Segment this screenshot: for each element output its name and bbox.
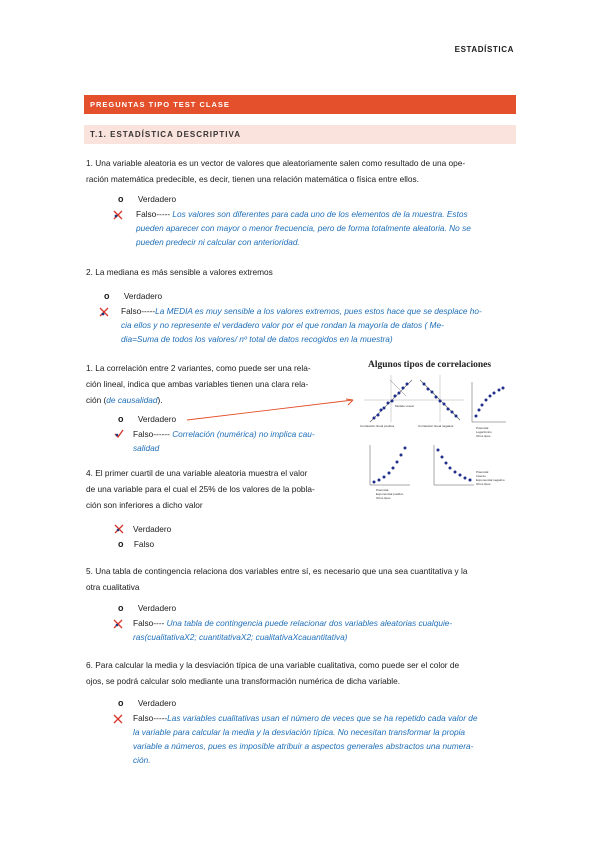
correlation-types-figure [350,360,510,502]
question-text: 6. Para calcular la media y la desviación típica de una variable cualitativa, como puede ser el color de [86,660,460,670]
figure-title: Algunos tipos de correlaciones [368,360,492,370]
bullet-icon: o [118,539,124,549]
cross-mark-icon [113,619,123,629]
legend-b: Potencial Exponencial positivo Otros tipos [376,488,404,500]
question-text: ción ( [86,395,107,405]
legend-c: Potencial Inverso Exponencial negativo Otros tipos [476,470,505,486]
label-positive: Correlación lineal positiva [360,424,395,428]
answer-5 [133,616,513,644]
cross-mark-icon [114,524,124,534]
option-true [118,696,176,710]
option-true [118,601,176,615]
question-text: 1. La correlación entre 2 variantes, como puede ser una rela- [86,363,311,373]
option-true [118,192,176,206]
question-text: 5. Una tabla de contingencia relaciona dos variables entre sí, es necesario que una sea cuantitativa y la [86,566,468,576]
question-1 [86,155,465,187]
answer-text: Correlación (numérica) no implica cau- [172,429,315,439]
bullet-icon: o [118,414,124,424]
bullet-icon: o [118,603,124,613]
cross-mark-icon [99,307,109,317]
answer-text: salidad [133,443,160,453]
question-text: ción lineal, indica que ambas variables tienen una clara rela- [86,379,309,389]
option-label: Falso---- [133,618,165,628]
page-header-title: ESTADÍSTICA [454,45,514,54]
arrow-annotation [185,395,360,425]
question-text: 1. Una variable aleatoria es un vector de valores que aleatoriamente salen como resultado de una ope- [86,158,466,168]
exponential-positive-panel [370,445,410,485]
option-label: Falso----- [136,209,171,219]
question-text: de una variable para el cual el 25% de los valores de la pobla- [86,484,315,494]
answer-text: variable a números, pues es imposible atribuir a aspectos generales abstractos una numera- [133,741,474,751]
section-subtitle-bar [84,125,516,144]
question-6 [86,657,459,689]
bullet-icon: o [118,194,124,204]
option-label: Falso----- [133,713,168,723]
question-text: ción son inferiores a dicho valor [86,500,203,510]
cross-mark-icon [113,714,123,724]
answer-text: pueden predecir ni calcular con anterioridad. [136,237,300,247]
question-text: ración matemática predecible, es decir, tienen una relación matemática o física entre ellos. [86,174,419,184]
option-true [118,412,176,426]
cross-mark-icon [113,210,123,220]
question-5 [86,563,467,595]
logarithmic-panel [472,382,506,422]
option-label: Verdadero [137,603,177,613]
option-label: Verdadero [137,194,177,204]
option-label: Verdadero [137,414,177,424]
answer-text: ción. [133,755,151,765]
answer-text: dia=Suma de todos los valores/ nº total de datos recogidos en la muestra) [121,334,393,344]
question-text-highlight: de causalidad [106,395,158,405]
answer-text: Los valores son diferentes para cada uno de los elementos de la muestra. Estos [172,209,468,219]
option-label: Verdadero [123,291,163,301]
answer-text: pueden aparecer con mayor o menor frecuencia, pero de forma totalmente aleatoria. No se [136,223,471,233]
label-negative: Correlación lineal negativa [418,424,454,428]
option-false [118,537,154,551]
question-text: 4. El primer cuartil de una variable aleatoria muestra el valor [86,468,308,478]
legend-a: Potencial Logarítmico Otros tipos [476,426,492,438]
question-2: 2. La mediana es más sensible a valores extremos [86,267,273,277]
option-label: Falso------ [133,429,170,439]
section-title-bar [84,95,516,114]
option-label: Falso [133,539,155,549]
question-text: otra cualitativa [86,582,140,592]
option-label: Verdadero [137,698,177,708]
answer-text: la variable para calcular la media y la desviación típica. No necesitan transformar la propia [133,727,466,737]
answer-text: ras(cualitativaX2; cuantitativaX2; cualitativaXcauantitativa) [133,632,348,642]
bullet-icon: o [118,698,124,708]
bullet-icon: o [104,291,110,301]
label-lineal: Modelo Lineal [395,404,414,408]
section-title: PREGUNTAS TIPO TEST CLASE [90,100,230,109]
question-text: ojos, se podrá calcular solo mediante una transformación numérica de dicha variable. [86,676,401,686]
section-subtitle: T.1. ESTADÍSTICA DESCRIPTIVA [90,130,241,139]
option-true: Verdadero [133,524,172,534]
option-true [104,289,162,303]
answer-3 [133,427,348,455]
answer-text: Una tabla de contingencia puede relacionar dos variables aleatorias cualquie- [166,618,453,628]
question-4 [86,465,315,513]
answer-1 [136,207,516,249]
check-mark-icon [114,429,124,439]
answer-text: Las variables cualitativas usan el número de veces que se ha repetido cada valor de [167,713,478,723]
question-text: ). [157,395,163,405]
exponential-negative-panel [434,445,474,485]
answer-text: La MEDIA es muy sensible a los valores extremos, pues estos hace que se desplace ho- [155,306,482,316]
negative-linear-panel [416,375,464,422]
answer-2 [121,304,516,346]
answer-6 [133,711,515,767]
positive-linear-panel [364,375,416,422]
option-label: Falso----- [121,306,156,316]
answer-text: cia ellos y no represente el verdadero valor por el que rondan la mayoría de datos ( Me- [121,320,444,330]
